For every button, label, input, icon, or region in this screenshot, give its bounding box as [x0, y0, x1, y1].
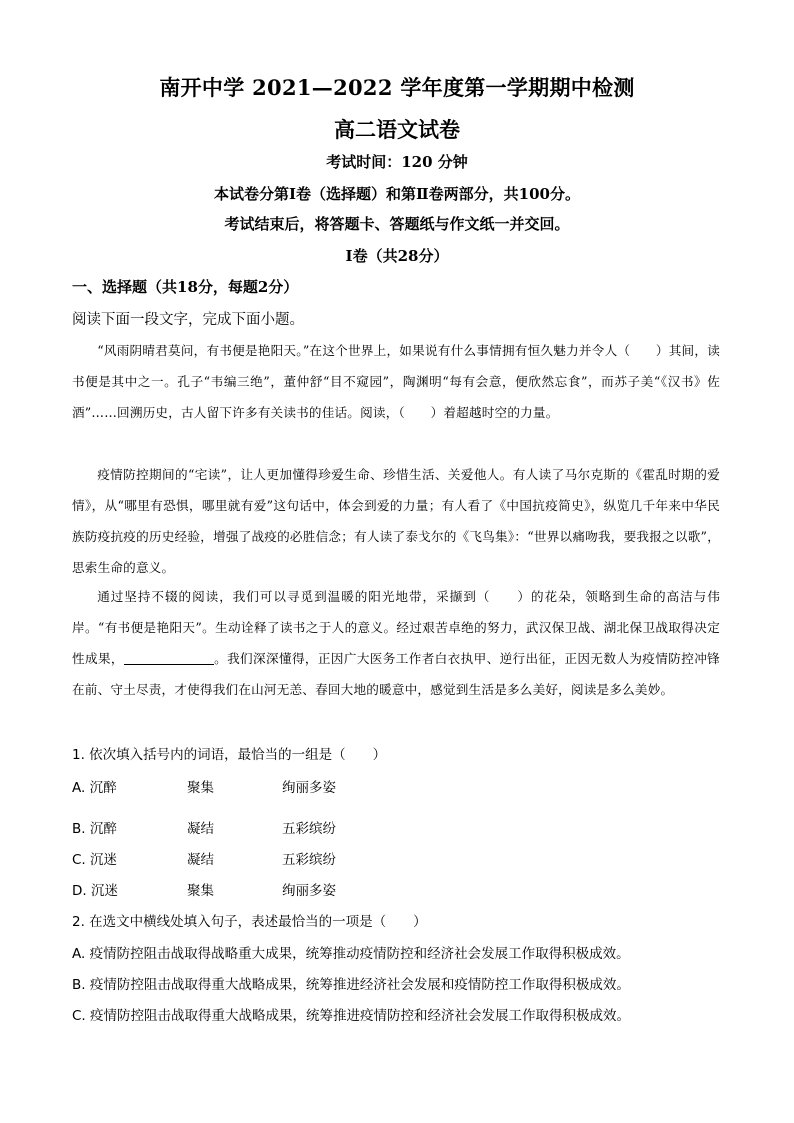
- option-word-3: 绚丽多姿: [282, 883, 336, 899]
- option-word-3: 绚丽多姿: [282, 780, 336, 796]
- option-word-2: 凝结: [187, 852, 214, 868]
- passage-paragraph-1: [72, 335, 720, 428]
- question-2-option-c: C. 疫情防控阻击战取得重大战略成果，统筹推进疫情防控和经济社会发展工作取得积极成效。: [72, 1008, 631, 1024]
- option-label: A. 沉醉: [72, 780, 117, 796]
- option-label: D. 沉迷: [72, 883, 118, 899]
- reading-instruction: 阅读下面一段文字，完成下面小题。: [72, 312, 304, 328]
- paragraph-3-before-blank: 通过坚持不辍的阅读，我们可以寻觅到温暖的阳光地带，采撷到（ ）的花朵，领略到生命的高洁与伟岸。“有书便是艳阳天”。生动诠释了读书之于人的意义。经过艰苦卓绝的努力，武汉保卫战、湖北保卫战取得决定性成果，: [72, 589, 720, 666]
- passage-paragraph-3: [72, 581, 720, 705]
- section-heading: 一、选择题（共18分，每题2分）: [72, 278, 299, 296]
- passage-paragraph-2: [72, 459, 720, 583]
- paragraph-2-text: 疫情防控期间的“宅读”，让人更加懂得珍爱生命、珍惜生活、关爱他人。有人读了马尔克斯的《霍乱时期的爱情》，从“哪里有恐惧，哪里就有爱”这句话中，体会到爱的力量；有人看了《中国抗疫简史》，纵览几千年来中华民族防疫抗疫的历史经验，增强了战疫的必胜信念；有人读了泰戈尔的《飞鸟集》：“世界以痛吻我，要我报之以歌”，思索生命的意义。: [72, 467, 720, 575]
- volume-heading: Ⅰ卷（共28分）: [345, 247, 449, 265]
- question-2-stem: 2. 在选文中横线处填入句子，表述最恰当的一项是（ ）: [72, 914, 427, 930]
- exam-time: 考试时间：120 分钟: [326, 153, 468, 171]
- question-2-option-b: B. 疫情防控阻击战取得重大战略成果，统筹推进经济社会发展和疫情防控工作取得积极成效。: [72, 977, 630, 993]
- option-label: C. 沉迷: [72, 852, 118, 868]
- question-1-stem: 1. 依次填入括号内的词语，最恰当的一组是（ ）: [72, 747, 387, 763]
- fill-in-blank-line: [124, 650, 214, 665]
- exam-submit-note: 考试结束后，将答题卡、答题纸与作文纸一并交回。: [224, 215, 570, 233]
- exam-parts-note: 本试卷分第Ⅰ卷（选择题）和第Ⅱ卷两部分，共100分。: [214, 185, 580, 203]
- paragraph-3-text: [72, 581, 720, 705]
- option-word-2: 聚集: [187, 780, 214, 796]
- exam-title: 南开中学 2021—2022 学年度第一学期期中检测: [159, 75, 635, 100]
- paragraph-3-after-blank: 。我们深深懂得，正因广大医务工作者白衣执甲、逆行出征，正因无数人为疫情防控冲锋在前、守土尽责，才使得我们在山河无恙、春回大地的暖意中，感觉到生活是多么美好，阅读是多么美妙。: [72, 651, 720, 697]
- option-label: B. 沉醉: [72, 821, 117, 837]
- option-word-2: 聚集: [187, 883, 214, 899]
- exam-subtitle: 高二语文试卷: [334, 117, 460, 142]
- option-word-3: 五彩缤纷: [282, 821, 336, 837]
- paragraph-1-text: “风雨阴晴君莫问，有书便是艳阳天。”在这个世界上，如果说有什么事情拥有恒久魅力并令人（ ）其间，读书便是其中之一。孔子“韦编三绝”，董仲舒“目不窥园”，陶渊明“每有会意，便欣然忘食”，而苏子美“《汉书》佐酒”……回溯历史，古人留下许多有关读书的佳话。阅读，（ ）着超越时空的力量。: [72, 343, 720, 420]
- option-word-2: 凝结: [187, 821, 214, 837]
- question-2-option-a: A. 疫情防控阻击战取得战略重大成果，统筹推动疫情防控和经济社会发展工作取得积极成效。: [72, 946, 630, 962]
- option-word-3: 五彩缤纷: [282, 852, 336, 868]
